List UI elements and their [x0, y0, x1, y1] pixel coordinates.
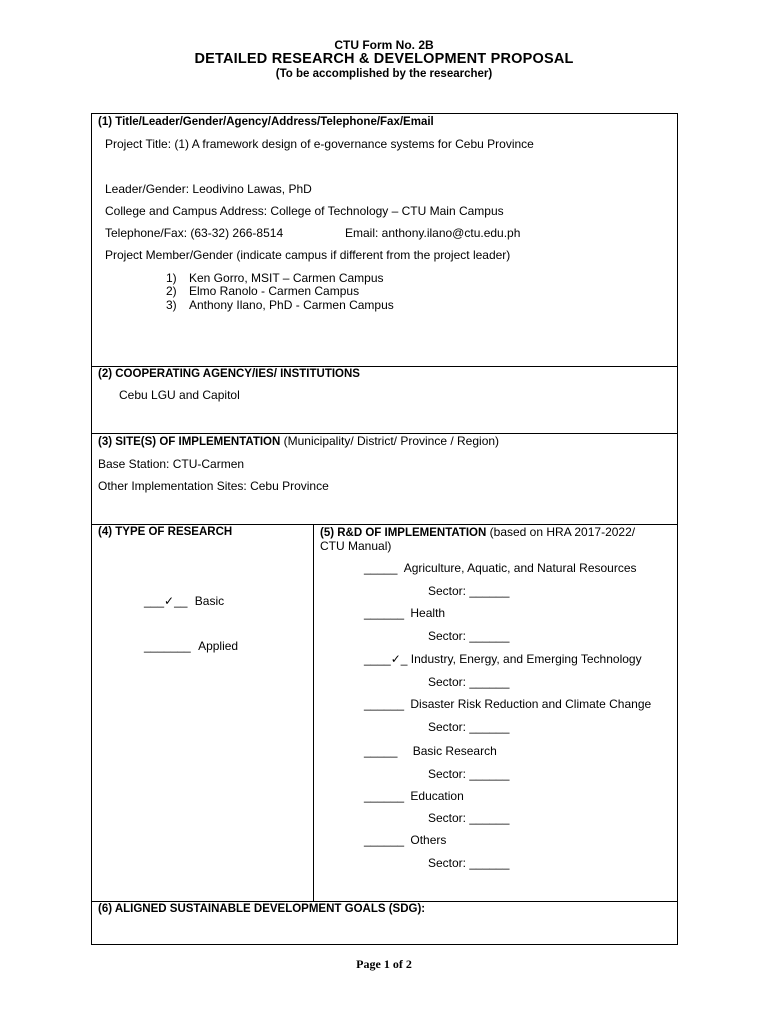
rd-item-label: Health — [410, 606, 446, 620]
rd-item-label: Education — [410, 789, 464, 803]
member-name: Elmo Ranolo - Carmen Campus — [189, 284, 360, 298]
sector-field: Sector: ______ — [428, 720, 510, 734]
checkbox-blank: _____ — [364, 561, 398, 575]
rd-item-label: Agriculture, Aquatic, and Natural Resources — [403, 561, 637, 575]
page-total: 2 — [405, 957, 412, 971]
sector-field: Sector: ______ — [428, 767, 510, 781]
section6-heading: (6) ALIGNED SUSTAINABLE DEVELOPMENT GOALS (SDG): — [98, 903, 426, 915]
section5-heading-note2: CTU Manual) — [320, 539, 392, 553]
option-label: Applied — [198, 639, 239, 653]
section3-heading-note: (Municipality/ District/ Province / Region) — [283, 434, 500, 448]
page-word: Page — [356, 957, 381, 971]
sector-field: Sector: ______ — [428, 856, 510, 870]
rd-item-label: Basic Research — [412, 744, 497, 758]
other-sites: Other Implementation Sites: Cebu Province — [98, 479, 329, 493]
member-number: 2) — [166, 284, 177, 298]
column-divider — [313, 525, 314, 902]
checkbox-blank: ______ — [364, 833, 405, 847]
rd-item-disaster — [364, 697, 651, 711]
rd-item-health — [364, 606, 445, 620]
checkbox-blank: ______ — [364, 606, 405, 620]
member-number: 1) — [166, 271, 177, 285]
section5-heading-label: (5) R&D OF IMPLEMENTATION — [320, 527, 487, 539]
form-number: CTU Form No. 2B — [334, 38, 434, 52]
sector-field: Sector: ______ — [428, 629, 510, 643]
project-title: Project Title: (1) A framework design of e-governance systems for Cebu Province — [105, 137, 534, 151]
rd-item-label: Industry, Energy, and Emerging Technology — [410, 652, 642, 666]
section3-heading — [98, 434, 499, 449]
base-station: Base Station: CTU-Carmen — [98, 457, 245, 471]
research-type-applied — [144, 639, 238, 653]
section1-heading: (1) Title/Leader/Gender/Agency/Address/Telephone/Fax/Email — [98, 116, 434, 128]
checkbox-blank: ______ — [364, 697, 405, 711]
checkbox-blank: _____ — [364, 744, 398, 758]
page-footer — [0, 957, 768, 972]
rd-item-others — [364, 833, 446, 847]
cooperating-agencies: Cebu LGU and Capitol — [119, 388, 240, 402]
member-name: Anthony Ilano, PhD - Carmen Campus — [189, 298, 394, 312]
rd-item-label: Others — [410, 833, 447, 847]
document-title: DETAILED RESEARCH & DEVELOPMENT PROPOSAL — [194, 51, 574, 67]
rd-item-label: Disaster Risk Reduction and Climate Change — [410, 697, 652, 711]
project-leader: Leader/Gender: Leodivino Lawas, PhD — [105, 182, 312, 196]
checkbox-blank: _______ — [144, 639, 191, 653]
rd-item-agriculture — [364, 561, 637, 575]
section4-heading: (4) TYPE OF RESEARCH — [98, 526, 233, 538]
members-label: Project Member/Gender (indicate campus if different from the project leader) — [105, 248, 511, 262]
checkbox-blank: ______ — [364, 789, 405, 803]
proposal-form-table — [91, 113, 678, 945]
telephone-fax: Telephone/Fax: (63-32) 266-8514 — [105, 226, 284, 240]
document-subtitle: (To be accomplished by the researcher) — [275, 68, 493, 80]
checkbox-blank-checked: ___✓__ — [144, 594, 188, 608]
member-name: Ken Gorro, MSIT – Carmen Campus — [189, 271, 384, 285]
of-word: of — [392, 957, 403, 971]
section3-heading-label: (3) SITE(S) OF IMPLEMENTATION — [98, 436, 281, 448]
page-number: 1 — [383, 957, 390, 971]
rd-item-basic-research — [364, 744, 497, 758]
option-label: Basic — [194, 594, 225, 608]
sector-field: Sector: ______ — [428, 584, 510, 598]
checkbox-blank-checked: ____✓_ — [364, 652, 408, 666]
section2-heading: (2) COOPERATING AGENCY/IES/ INSTITUTIONS — [98, 368, 360, 380]
rd-item-industry — [364, 652, 642, 666]
member-number: 3) — [166, 298, 177, 312]
section5-heading-note: (based on HRA 2017-2022/ — [489, 525, 636, 539]
section5-heading — [320, 525, 635, 540]
research-type-basic — [144, 594, 224, 608]
campus-address: College and Campus Address: College of Technology – CTU Main Campus — [105, 204, 504, 218]
email: Email: anthony.ilano@ctu.edu.ph — [345, 226, 521, 240]
sector-field: Sector: ______ — [428, 675, 510, 689]
sector-field: Sector: ______ — [428, 811, 510, 825]
rd-item-education — [364, 789, 464, 803]
